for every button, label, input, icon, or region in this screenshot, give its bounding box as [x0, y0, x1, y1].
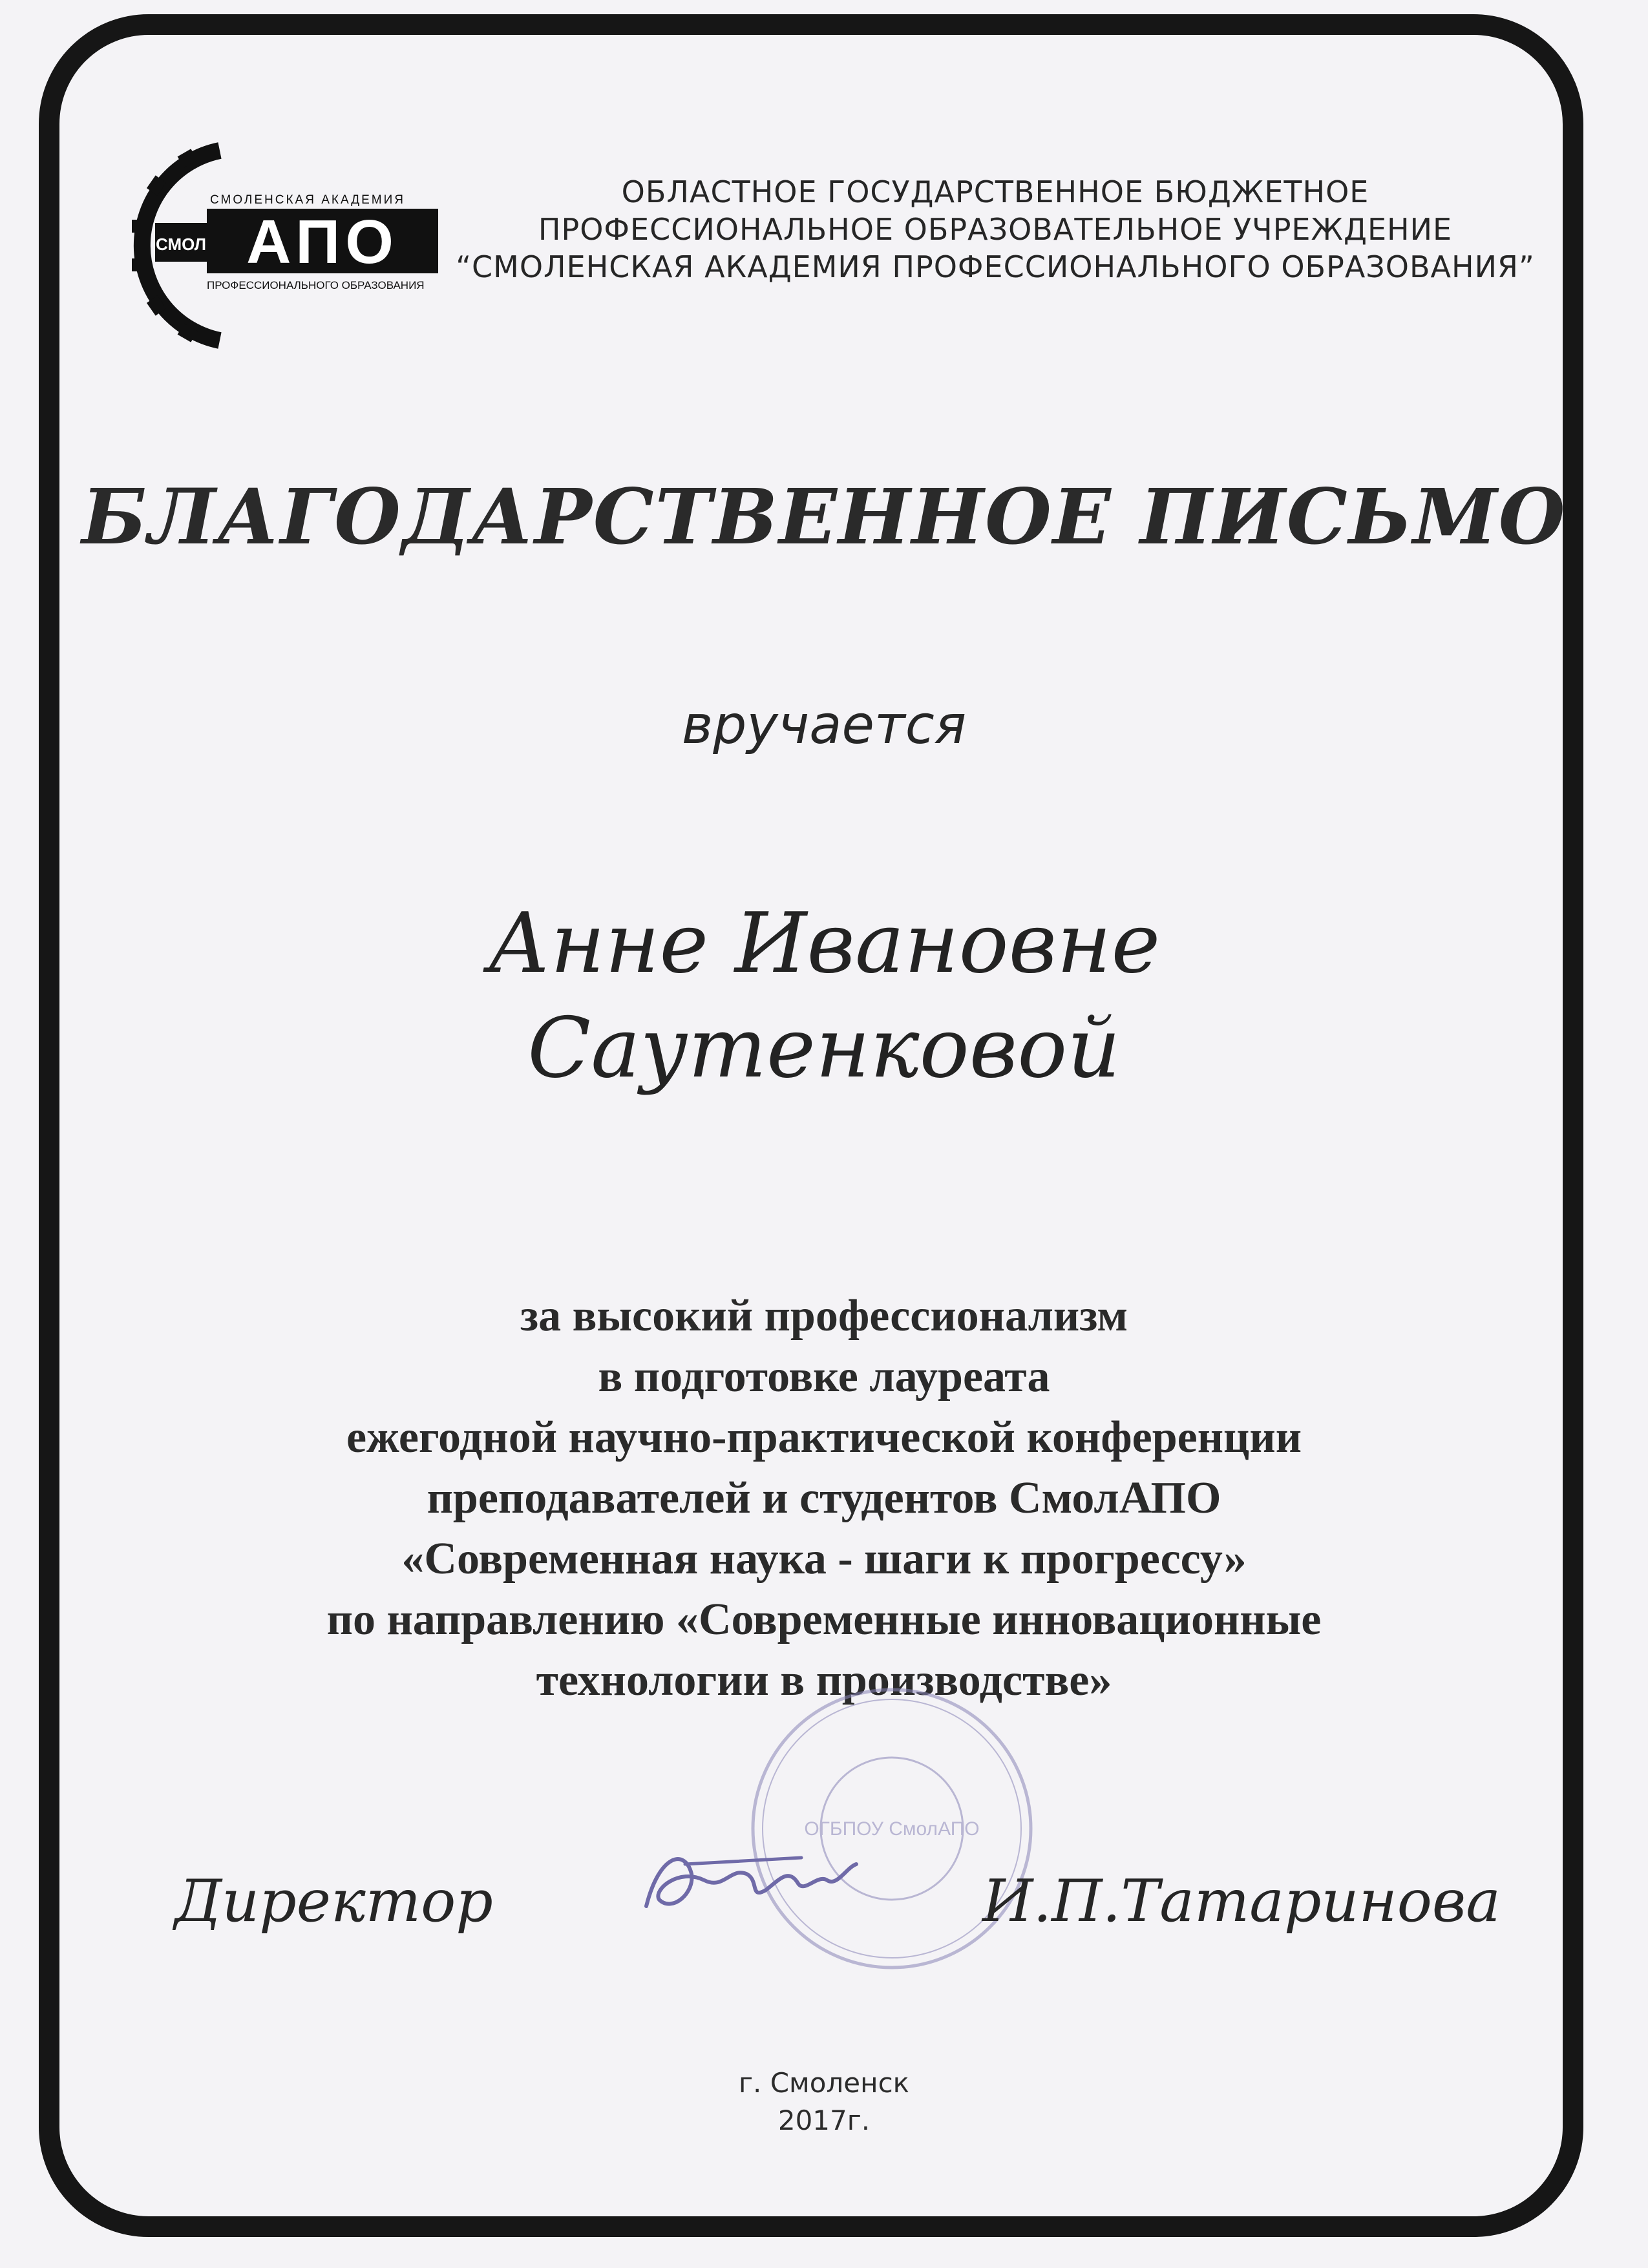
signatory-name: И.П.Татаринова [982, 1867, 1501, 1935]
logo-bottom-text: ПРОФЕССИОНАЛЬНОГО ОБРАЗОВАНИЯ [207, 279, 425, 291]
reason-line: ежегодной научно-практической конференции [346, 1412, 1302, 1462]
organization-name [446, 173, 1545, 286]
document-subtitle: вручается [681, 695, 967, 756]
reason-line: за высокий профессионализм [520, 1291, 1128, 1341]
organization-line: “СМОЛЕНСКАЯ АКАДЕМИЯ ПРОФЕССИОНАЛЬНОГО ОБРАЗОВАНИЯ” [456, 249, 1535, 284]
reason-line: в подготовке лауреата [598, 1352, 1050, 1402]
logo-apo-text: АПО [246, 207, 399, 277]
recipient-line: Саутенковой [527, 1000, 1121, 1097]
recipient-line: Анне Ивановне [487, 896, 1161, 992]
reason-line: «Современная наука - шаги к прогрессу» [401, 1534, 1247, 1584]
award-reason [0, 1286, 1648, 1711]
place-and-year [0, 2064, 1648, 2139]
logo-academy-text: СМОЛЕНСКАЯ АКАДЕМИЯ [210, 193, 406, 207]
organization-line: ПРОФЕССИОНАЛЬНОЕ ОБРАЗОВАТЕЛЬНОЕ УЧРЕЖДЕНИЕ [538, 212, 1453, 247]
document-title: БЛАГОДАРСТВЕННОЕ ПИСЬМО [81, 472, 1567, 562]
organization-line: ОБЛАСТНОЕ ГОСУДАРСТВЕННОЕ БЮДЖЕТНОЕ [621, 174, 1369, 209]
reason-line: технологии в производстве» [536, 1655, 1112, 1705]
smolapo-logo [123, 139, 439, 352]
city: г. Смоленск [738, 2067, 910, 2099]
signature [633, 1829, 866, 1932]
reason-line: преподавателей и студентов СмолАПО [427, 1473, 1221, 1523]
signatory-role: Директор [174, 1867, 493, 1935]
year: 2017г. [777, 2105, 871, 2136]
logo-smol-text: СМОЛ [156, 235, 206, 254]
stamp-center-text: ОГБПОУ СмолАПО [804, 1818, 980, 1840]
recipient-name [0, 892, 1648, 1101]
reason-line: по направлению «Современные инновационные [326, 1595, 1322, 1644]
